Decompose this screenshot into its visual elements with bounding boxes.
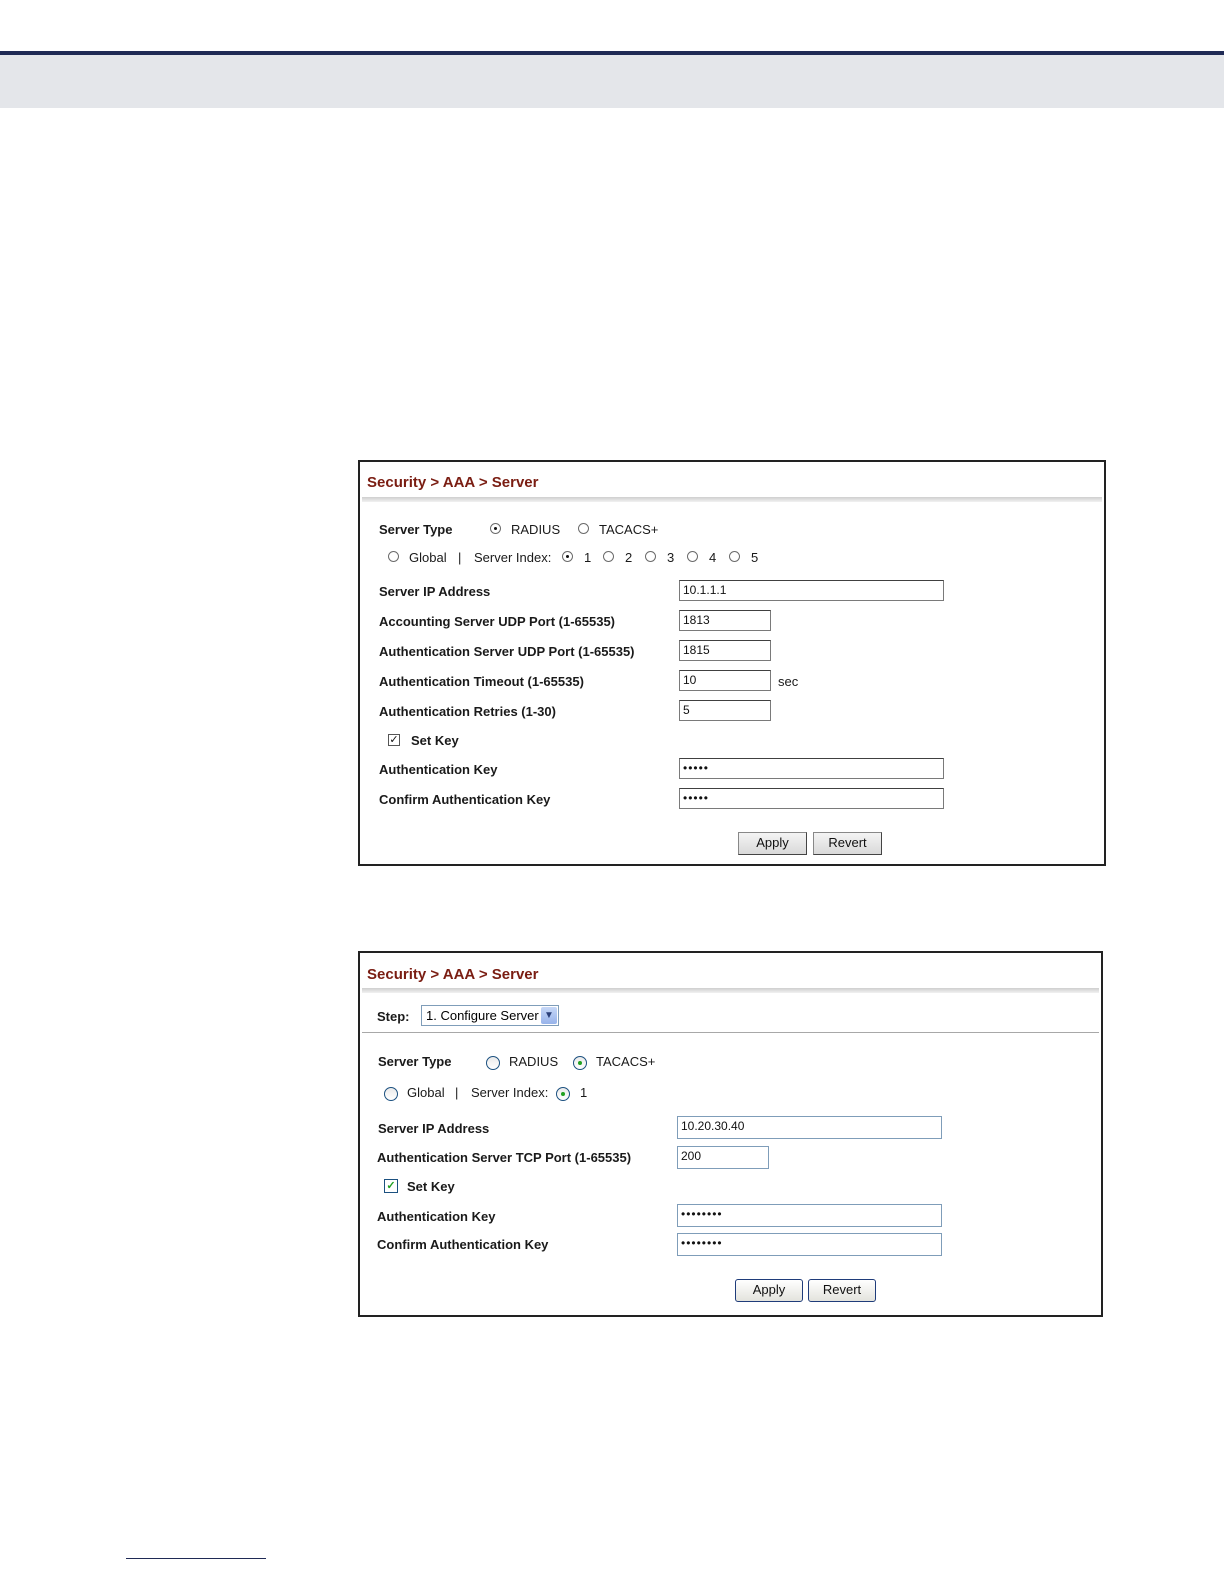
server-index-1-label: 1 <box>580 1085 588 1100</box>
set-key-label: Set Key <box>407 1179 455 1194</box>
global-radio[interactable] <box>388 551 399 562</box>
confirm-key-input[interactable]: ••••• <box>679 788 944 809</box>
server-ip-label: Server IP Address <box>379 584 491 599</box>
chevron-down-icon[interactable]: ▼ <box>541 1007 557 1024</box>
separator: | <box>458 550 462 565</box>
server-index-3-radio[interactable] <box>645 551 656 562</box>
confirm-key-label: Confirm Authentication Key <box>377 1237 549 1252</box>
auth-port-label: Authentication Server UDP Port (1-65535) <box>379 644 635 659</box>
server-type-radius-label: RADIUS <box>509 1054 559 1069</box>
auth-key-label: Authentication Key <box>377 1209 496 1224</box>
auth-port-input[interactable]: 200 <box>677 1146 769 1169</box>
confirm-key-input[interactable]: •••••••• <box>677 1233 942 1256</box>
title-divider <box>362 497 1102 502</box>
server-index-label: Server Index: <box>471 1085 549 1100</box>
auth-timeout-label: Authentication Timeout (1-65535) <box>379 674 584 689</box>
server-type-label: Server Type <box>379 522 453 537</box>
timeout-unit: sec <box>778 674 799 689</box>
global-radio[interactable] <box>384 1087 398 1101</box>
breadcrumb: Security > AAA > Server <box>367 966 539 983</box>
server-index-3-label: 3 <box>667 550 675 565</box>
tacacs-server-panel <box>358 951 1103 1317</box>
title-divider <box>362 988 1099 993</box>
server-index-label: Server Index: <box>474 550 552 565</box>
auth-key-label: Authentication Key <box>379 762 498 777</box>
server-index-1-radio[interactable] <box>556 1087 570 1101</box>
accounting-port-input[interactable]: 1813 <box>679 610 771 631</box>
step-select[interactable] <box>421 1005 559 1026</box>
global-label: Global <box>407 1085 445 1100</box>
set-key-label: Set Key <box>411 733 459 748</box>
auth-key-input[interactable]: ••••• <box>679 758 944 779</box>
server-type-radius-radio[interactable] <box>490 523 501 534</box>
footnote-rule <box>126 1558 266 1559</box>
server-index-5-radio[interactable] <box>729 551 740 562</box>
auth-port-label: Authentication Server TCP Port (1-65535) <box>377 1150 632 1165</box>
apply-button[interactable]: Apply <box>735 1279 803 1302</box>
server-index-5-label: 5 <box>751 550 759 565</box>
revert-button[interactable]: Revert <box>808 1279 876 1302</box>
step-select-value: 1. Configure Server <box>426 1008 539 1023</box>
auth-retries-input[interactable]: 5 <box>679 700 771 721</box>
server-index-2-label: 2 <box>625 550 633 565</box>
server-ip-input[interactable]: 10.20.30.40 <box>677 1116 942 1139</box>
server-index-4-radio[interactable] <box>687 551 698 562</box>
confirm-key-label: Confirm Authentication Key <box>379 792 551 807</box>
server-type-radius-radio[interactable] <box>486 1056 500 1070</box>
page-header-band <box>0 55 1224 108</box>
server-type-tacacs-label: TACACS+ <box>599 522 659 537</box>
set-key-checkbox[interactable]: ✓ <box>389 734 399 746</box>
step-label: Step: <box>377 1009 410 1024</box>
apply-button[interactable]: Apply <box>738 832 807 855</box>
server-type-tacacs-radio[interactable] <box>573 1056 587 1070</box>
revert-button[interactable]: Revert <box>813 832 882 855</box>
radius-server-panel <box>358 460 1106 866</box>
auth-retries-label: Authentication Retries (1-30) <box>379 704 556 719</box>
auth-timeout-input[interactable]: 10 <box>679 670 771 691</box>
server-ip-input[interactable]: 10.1.1.1 <box>679 580 944 601</box>
global-label: Global <box>409 550 447 565</box>
auth-port-input[interactable]: 1815 <box>679 640 771 661</box>
server-type-tacacs-label: TACACS+ <box>596 1054 656 1069</box>
separator: | <box>455 1085 459 1100</box>
step-divider <box>362 1032 1099 1033</box>
server-index-2-radio[interactable] <box>603 551 614 562</box>
server-ip-label: Server IP Address <box>378 1121 490 1136</box>
accounting-port-label: Accounting Server UDP Port (1-65535) <box>379 614 615 629</box>
server-type-tacacs-radio[interactable] <box>578 523 589 534</box>
server-type-radius-label: RADIUS <box>511 522 561 537</box>
auth-key-input[interactable]: •••••••• <box>677 1204 942 1227</box>
set-key-checkbox[interactable]: ✓ <box>384 1179 398 1193</box>
server-index-4-label: 4 <box>709 550 717 565</box>
server-index-1-label: 1 <box>584 550 592 565</box>
server-type-label: Server Type <box>378 1054 452 1069</box>
server-index-1-radio[interactable] <box>562 551 573 562</box>
breadcrumb: Security > AAA > Server <box>367 474 539 491</box>
